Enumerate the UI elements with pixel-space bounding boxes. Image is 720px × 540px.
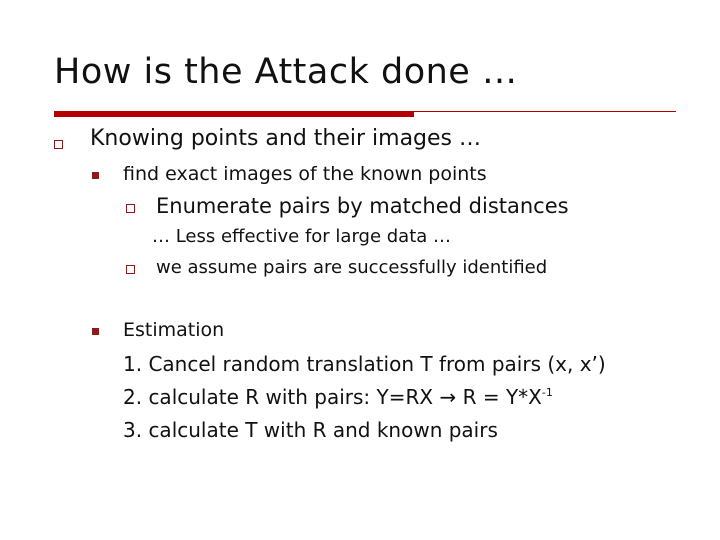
- level2-text-a: find exact images of the known points: [123, 163, 487, 185]
- note-text: … Less effective for large data …: [152, 226, 452, 247]
- step-3: 3. calculate T with R and known pairs: [123, 418, 498, 442]
- title-underline-thick: [54, 111, 414, 117]
- step-2: [123, 385, 553, 409]
- step-2-result: → R = Y*X: [439, 385, 542, 409]
- bullet-solid-icon: [92, 172, 99, 179]
- level1-text: Knowing points and their images …: [90, 126, 482, 151]
- level3-text-b: we assume pairs are successfully identified: [156, 257, 548, 278]
- step-1: 1. Cancel random translation T from pairs (x, x’): [123, 352, 606, 376]
- level3-text-a: Enumerate pairs by matched distances: [156, 194, 569, 218]
- title-underline-thin: [414, 111, 676, 112]
- step-2-text: 2. calculate R with pairs: Y=RX: [123, 385, 434, 409]
- bullet-hollow-small-icon: [126, 265, 135, 274]
- bullet-hollow-icon: [54, 140, 63, 149]
- step-2-exponent: -1: [541, 386, 553, 399]
- level2-text-b: Estimation: [123, 319, 225, 341]
- bullet-solid-icon: [92, 328, 99, 335]
- slide-title: How is the Attack done …: [54, 52, 518, 92]
- bullet-hollow-small-icon: [126, 204, 135, 213]
